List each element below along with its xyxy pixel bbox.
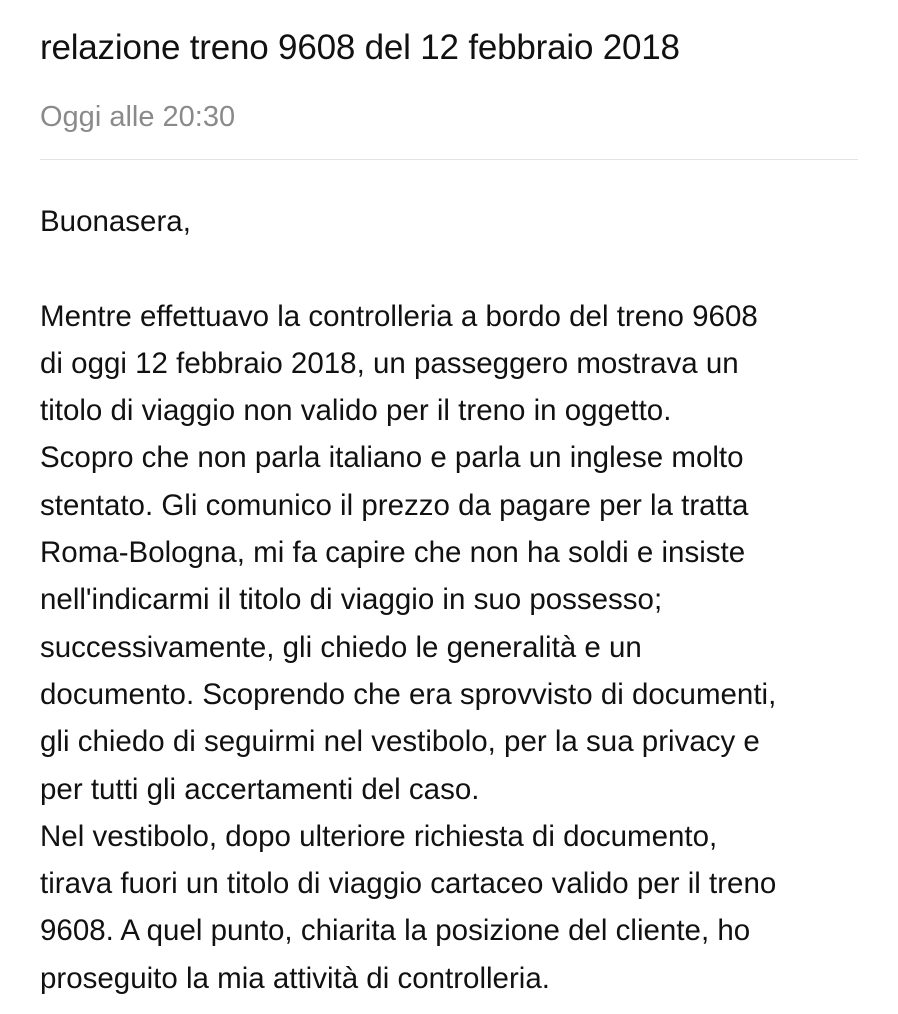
email-timestamp: Oggi alle 20:30 [40, 101, 236, 133]
body-line: titolo di viaggio non valido per il treno in oggetto. [40, 394, 672, 428]
body-line: proseguito la mia attività di controlleria. [40, 961, 550, 995]
email-greeting: Buonasera, [40, 205, 191, 238]
body-line: documento. Scoprendo che era sprovvisto di documenti, [40, 677, 777, 711]
body-line: 9608. A quel punto, chiarita la posizione del cliente, ho [40, 914, 751, 948]
body-line: per tutti gli accertamenti del caso. [40, 772, 480, 806]
email-paragraph-2 [40, 813, 870, 1002]
body-line: Nel vestibolo, dopo ulteriore richiesta di documento, [40, 819, 718, 853]
body-line: Mentre effettuavo la controlleria a bordo del treno 9608 [40, 299, 758, 333]
email-body[interactable] [40, 198, 870, 1002]
header-divider [40, 159, 858, 160]
body-line: stentato. Gli comunico il prezzo da pagare per la tratta [40, 488, 749, 522]
email-subject: relazione treno 9608 del 12 febbraio 2018 [40, 28, 680, 67]
body-line: tirava fuori un titolo di viaggio cartaceo valido per il treno [40, 867, 777, 901]
body-line: Roma-Bologna, mi fa capire che non ha soldi e insiste [40, 536, 746, 570]
email-paragraph-1 [40, 293, 870, 813]
body-line: successivamente, gli chiedo le generalità e un [40, 630, 642, 664]
body-line: Scopro che non parla italiano e parla un inglese molto [40, 441, 744, 475]
blank-line [40, 245, 870, 292]
body-line: di oggi 12 febbraio 2018, un passeggero mostrava un [40, 346, 739, 380]
body-line: gli chiedo di seguirmi nel vestibolo, per la sua privacy e [40, 725, 760, 759]
body-line: nell'indicarmi il titolo di viaggio in suo possesso; [40, 583, 663, 617]
